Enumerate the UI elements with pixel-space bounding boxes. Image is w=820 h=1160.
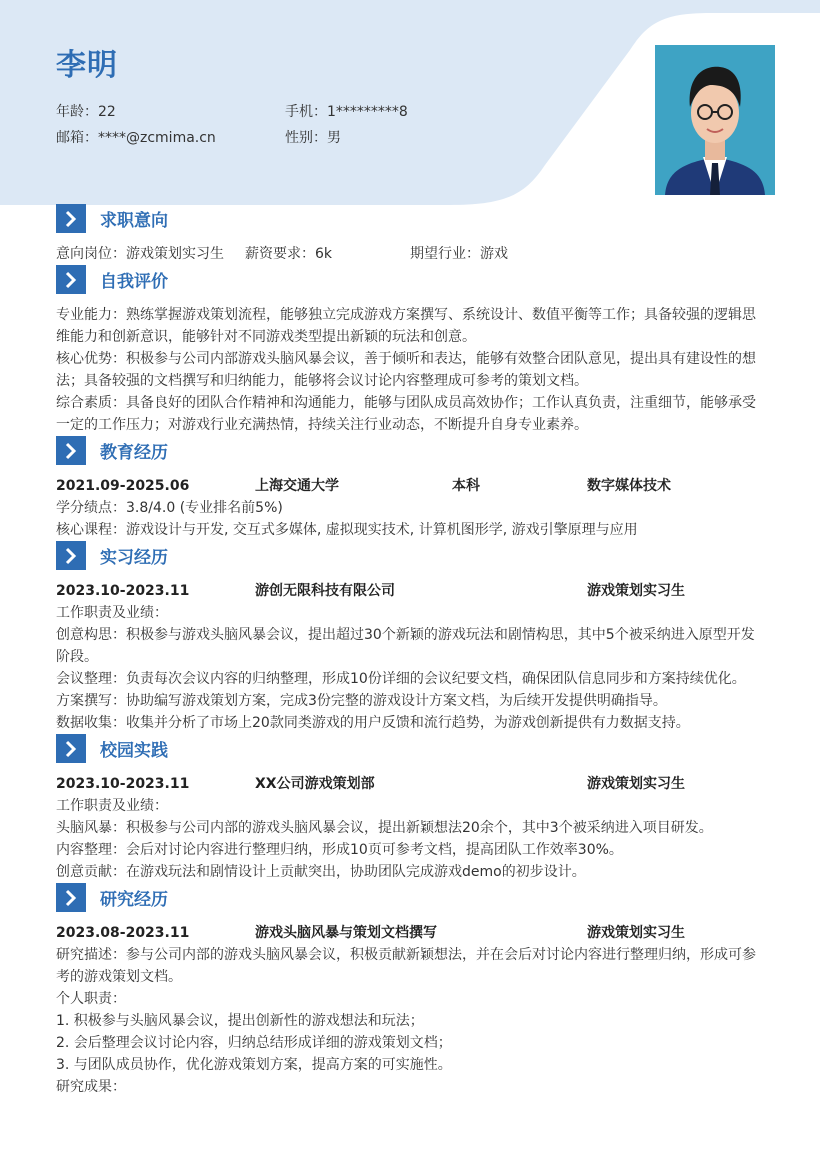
entry-field: XX公司游戏策划部 [255, 776, 375, 792]
section [56, 734, 768, 883]
section-header [56, 436, 768, 465]
text-line: 研究成果： [56, 1079, 126, 1095]
section-title: 求职意向 [100, 211, 168, 231]
entry-header-row [56, 475, 768, 497]
chevron-right-icon [56, 265, 86, 294]
entry-field: 游戏策划实习生 [587, 925, 685, 941]
profile-photo [655, 45, 775, 195]
entry-field [452, 773, 587, 795]
entry-field: 游戏头脑风暴与策划文档撰写 [255, 925, 437, 941]
candidate-name: 李明 [56, 48, 118, 83]
text-line: 学分绩点：3.8/4.0 (专业排名前5%) [56, 500, 283, 516]
text-line: 头脑风暴：积极参与公司内部的游戏头脑风暴会议，提出新颖想法20余个，其中3个被采纳进入项目研发。 [56, 820, 713, 836]
section-title: 教育经历 [100, 443, 168, 463]
entry-field: 2023.10-2023.11 [56, 583, 190, 599]
section [56, 204, 768, 265]
entry-header-row [56, 773, 768, 795]
intent-item: 意向岗位：游戏策划实习生 [56, 246, 224, 262]
section-title: 研究经历 [100, 890, 168, 910]
text-line: 个人职责： [56, 991, 126, 1007]
entry-field: 游戏策划实习生 [587, 583, 685, 599]
section [56, 541, 768, 734]
section-header [56, 541, 768, 570]
section-header [56, 883, 768, 912]
section [56, 883, 768, 1098]
email: 邮箱：****@zcmima.cn [56, 130, 216, 146]
section-header [56, 204, 768, 233]
entry-header-row [56, 580, 768, 602]
entry-field: 2023.10-2023.11 [56, 776, 190, 792]
section [56, 436, 768, 541]
entry-field: 游创无限科技有限公司 [255, 583, 395, 599]
text-line: 创意贡献：在游戏玩法和剧情设计上贡献突出，协助团队完成游戏demo的初步设计。 [56, 864, 586, 880]
entry-field: 上海交通大学 [255, 478, 339, 494]
text-line: 创意构思：积极参与游戏头脑风暴会议，提出超过30个新颖的游戏玩法和剧情构思，其中5个被采纳进入原型开发阶段。 [56, 627, 755, 665]
text-line: 3. 与团队成员协作，优化游戏策划方案，提高方案的可实施性。 [56, 1057, 452, 1073]
text-line: 2. 会后整理会议讨论内容，归纳总结形成详细的游戏策划文档； [56, 1035, 452, 1051]
text-line: 内容整理：会后对讨论内容进行整理归纳，形成10页可参考文档，提高团队工作效率30%。 [56, 842, 623, 858]
chevron-right-icon [56, 734, 86, 763]
chevron-right-icon [56, 436, 86, 465]
chevron-right-icon [56, 883, 86, 912]
entry-field: 2023.08-2023.11 [56, 925, 190, 941]
entry-field: 本科 [452, 478, 480, 494]
section-header [56, 734, 768, 763]
text-line: 专业能力：熟练掌握游戏策划流程，能够独立完成游戏方案撰写、系统设计、数值平衡等工作；具备较强的逻辑思维能力和创新意识，能够针对不同游戏类型提出新颖的玩法和创意。 [56, 307, 756, 345]
text-line: 核心课程：游戏设计与开发, 交互式多媒体, 虚拟现实技术, 计算机图形学, 游戏引擎原理与应用 [56, 522, 638, 538]
section-title: 校园实践 [100, 741, 168, 761]
entry-field: 2021.09-2025.06 [56, 478, 190, 494]
text-line: 1. 积极参与头脑风暴会议，提出创新性的游戏想法和玩法； [56, 1013, 424, 1029]
section-header [56, 265, 768, 294]
section-title: 自我评价 [100, 272, 168, 292]
entry-field [452, 580, 587, 602]
text-line: 综合素质：具备良好的团队合作精神和沟通能力，能够与团队成员高效协作；工作认真负责，注重细节，能够承受一定的工作压力；对游戏行业充满热情，持续关注行业动态，不断提升自身专业素养。 [56, 395, 756, 433]
job-intent-row [56, 243, 768, 265]
text-line: 研究描述：参与公司内部的游戏头脑风暴会议，积极贡献新颖想法，并在会后对讨论内容进行整理归纳，形成可参考的游戏策划文档。 [56, 947, 756, 985]
age: 年龄：22 [56, 104, 116, 120]
chevron-right-icon [56, 541, 86, 570]
text-line: 工作职责及业绩： [56, 798, 168, 814]
text-line: 会议整理：负责每次会议内容的归纳整理，形成10份详细的会议纪要文档，确保团队信息同步和方案持续优化。 [56, 671, 746, 687]
entry-header-row [56, 922, 768, 944]
text-line: 工作职责及业绩： [56, 605, 168, 621]
resume-content [56, 204, 768, 1098]
entry-field: 数字媒体技术 [587, 478, 671, 494]
text-line: 方案撰写：协助编写游戏策划方案，完成3份完整的游戏设计方案文档，为后续开发提供明确指导。 [56, 693, 667, 709]
gender: 性别：男 [285, 130, 341, 146]
phone: 手机：1*********8 [285, 104, 408, 120]
text-line: 核心优势：积极参与公司内部游戏头脑风暴会议，善于倾听和表达，能够有效整合团队意见，提出具有建设性的想法；具备较强的文档撰写和归纳能力，能够将会议讨论内容整理成可参考的策划文档。 [56, 351, 756, 389]
intent-item: 期望行业：游戏 [410, 246, 508, 262]
text-line: 数据收集：收集并分析了市场上20款同类游戏的用户反馈和流行趋势，为游戏创新提供有力数据支持。 [56, 715, 690, 731]
intent-item: 薪资要求：6k [245, 246, 333, 262]
entry-field [452, 922, 587, 944]
entry-field: 游戏策划实习生 [587, 776, 685, 792]
chevron-right-icon [56, 204, 86, 233]
section [56, 265, 768, 436]
section-title: 实习经历 [100, 548, 168, 568]
